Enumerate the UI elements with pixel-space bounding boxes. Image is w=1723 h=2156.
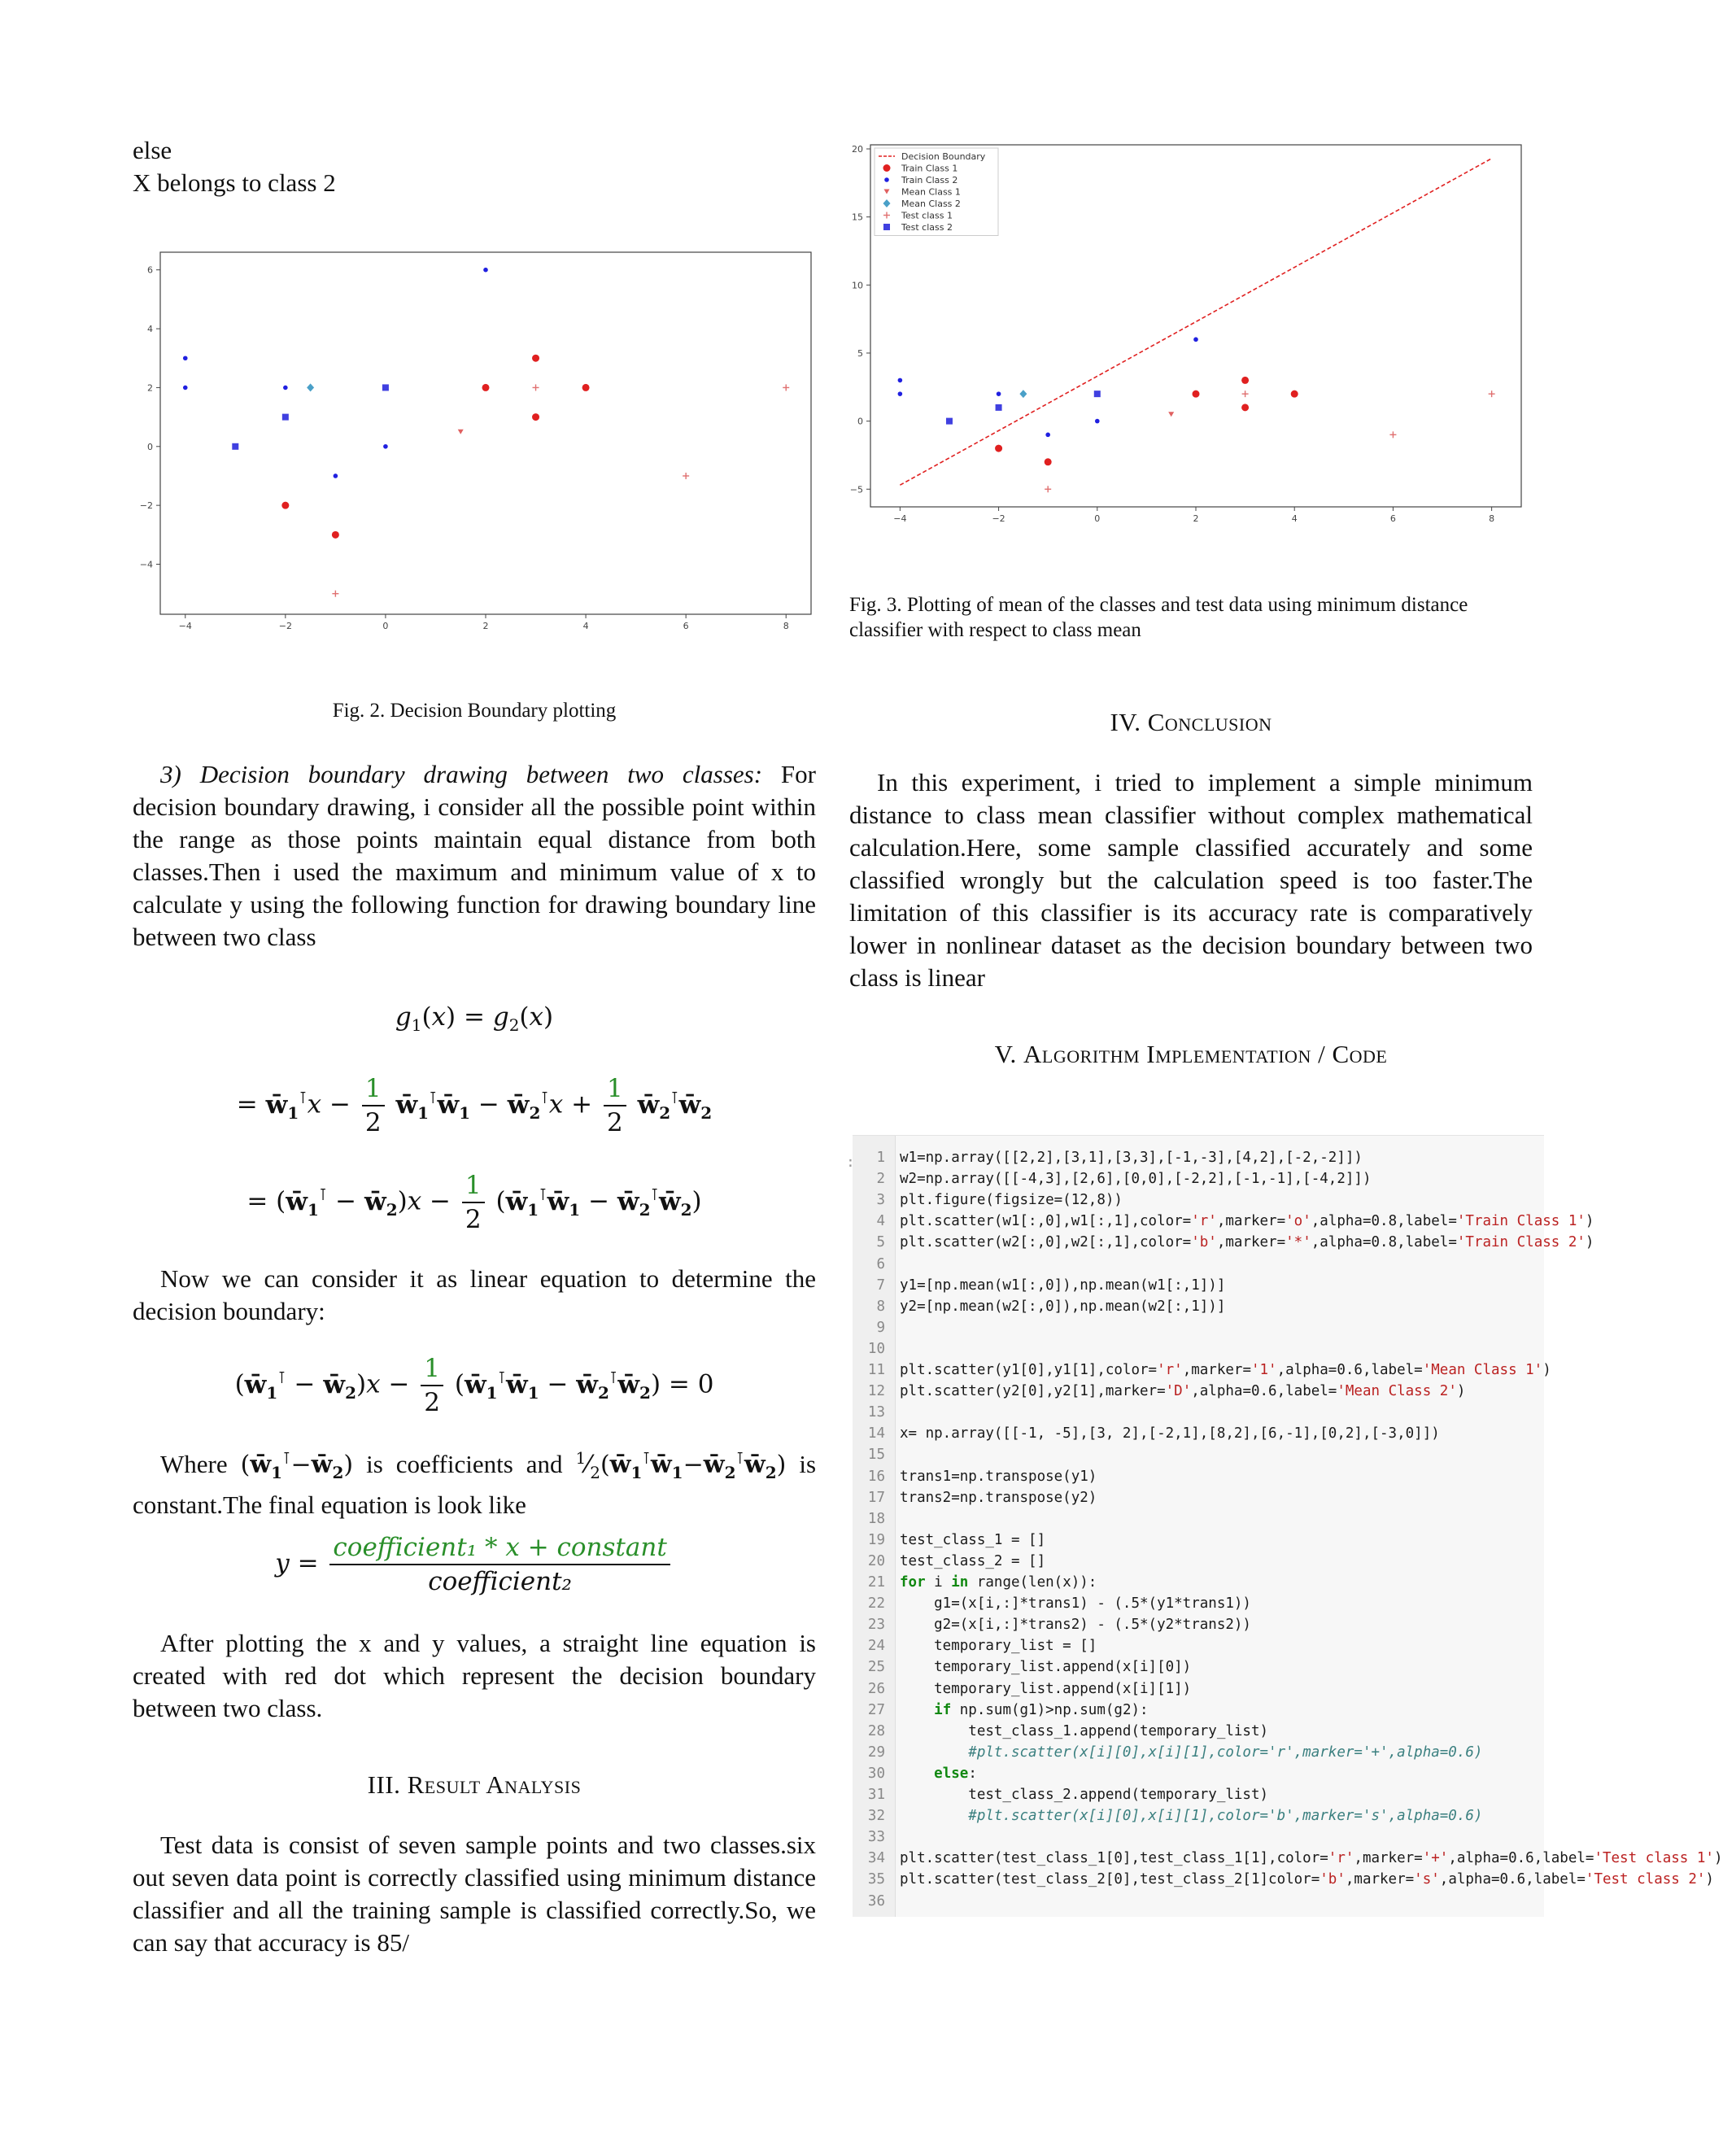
left-intro: [133, 134, 816, 199]
code-line: [864, 1487, 1097, 1508]
eq-y-denominator: coefficient₂: [428, 1567, 572, 1596]
code-line-number: 8: [876, 1298, 885, 1315]
data-point: [533, 384, 539, 391]
data-point: [898, 391, 903, 396]
data-point: [883, 164, 891, 172]
x-tick-label: −2: [278, 621, 292, 631]
section-4-text: In this experiment, i tried to implement a simple minimum distance to class mean classifier without complex mathematical calculation.Here, some sample classified accurately and some classified wrongly but the calculation speed is too faster.The limitation of this classifier is its accuracy rate is comparatively lower in nonlinear dataset as the decision boundary between two class is linear: [849, 768, 1533, 992]
x-tick-label: −4: [893, 513, 907, 524]
x-tick-label: −2: [992, 513, 1005, 524]
code-line-number: 20: [867, 1552, 885, 1569]
code-line: [864, 1826, 900, 1848]
code-line-text: plt.scatter(test_class_1[0],test_class_1[1],color='r',marker='+',alpha=0.6,label='Test class 1'): [900, 1850, 1723, 1867]
data-point: [1019, 390, 1027, 398]
data-point: [334, 474, 338, 478]
equation-grouped: = ($w̄_1^⊺$ − $w̄_2)x$ − $\frac{1}{2}$ ($w̄_1^⊺w̄_1$ − $w̄_2^⊺w̄_2$): [246, 1171, 702, 1234]
code-line-number: 5: [876, 1234, 885, 1251]
data-point: [683, 473, 689, 479]
y-tick-label: 6: [147, 264, 153, 276]
code-line-number: 23: [867, 1617, 885, 1634]
code-line-number: 34: [867, 1850, 885, 1867]
data-point: [1045, 458, 1052, 465]
code-line: [864, 1763, 977, 1784]
code-line-text: test_class_1.append(temporary_list): [900, 1722, 1269, 1739]
equation-y: [133, 1531, 816, 1598]
data-point: [482, 384, 490, 391]
subsection-3-body: For decision boundary drawing, i consider all the possible point within the range as those points maintain equal distance from both classes.Then i used the maximum and minimum value of x to calculate y using the following function for drawing boundary line between two class: [133, 760, 816, 951]
data-point: [946, 418, 953, 425]
code-line-text: test_class_1 = []: [900, 1531, 1046, 1548]
code-line-number: 7: [876, 1277, 885, 1294]
code-line-text: x= np.array([[-1, -5],[3, 2],[-2,1],[8,2],[6,-1],[0,2],[-3,0]]): [900, 1425, 1440, 1442]
code-line: [864, 1211, 1594, 1232]
code-line-text: plt.figure(figsize=(12,8)): [900, 1192, 1123, 1209]
data-point: [282, 414, 289, 421]
series-tri: [1168, 412, 1174, 417]
code-line-text: plt.scatter(test_class_2[0],test_class_2[1]color='b',marker='s',alpha=0.6,label='Test class 2'): [900, 1871, 1714, 1888]
series-tri: [458, 430, 464, 434]
code-line-text: #plt.scatter(x[i][0],x[i][1],color='r',marker='+',alpha=0.6): [900, 1744, 1483, 1761]
series-diamond: [1019, 390, 1027, 398]
y-tick-label: 10: [852, 280, 863, 291]
code-line-number: 13: [867, 1404, 885, 1421]
code-line-text: test_class_2.append(temporary_list): [900, 1787, 1269, 1803]
x-tick-label: 6: [683, 621, 689, 631]
y-tick-label: 0: [857, 416, 863, 427]
data-point: [1095, 419, 1100, 424]
y-tick-label: −4: [139, 559, 153, 570]
data-point: [332, 591, 338, 597]
legend-label: Mean Class 2: [901, 199, 961, 209]
code-line-text: w1=np.array([[2,2],[3,1],[3,3],[-1,-3],[4,2],[-2,-2]]): [900, 1150, 1363, 1166]
plot-frame: [160, 252, 811, 614]
y-tick-label: 4: [147, 324, 153, 335]
x-tick-label: 0: [382, 621, 389, 631]
data-point: [1389, 431, 1396, 438]
legend-label: Test class 2: [901, 222, 953, 233]
legend-swatch: [883, 224, 890, 230]
intro-line: else: [133, 136, 172, 164]
code-line: [864, 1656, 1191, 1678]
code-line-number: 1: [876, 1150, 885, 1166]
series-plus: [1045, 391, 1494, 492]
fig3-caption: Fig. 3. Plotting of mean of the classes and test data using minimum distance classifier with respect to class mean: [849, 594, 1468, 641]
code-line-number: 29: [867, 1744, 885, 1761]
code-line: [864, 1848, 1723, 1869]
code-line-text: plt.scatter(w2[:,0],w2[:,1],color='b',marker='*',alpha=0.8,label='Train Class 2'): [900, 1234, 1594, 1251]
code-line: [864, 1296, 1225, 1317]
code-line-number: 22: [867, 1595, 885, 1613]
subsection-3-title: 3) Decision boundary drawing between two classes:: [160, 760, 763, 788]
code-line: [864, 1784, 1268, 1805]
code-line: [864, 1189, 1123, 1211]
code-line: [864, 1423, 1440, 1444]
code-line-number: 12: [867, 1383, 885, 1400]
x-tick-label: 6: [1389, 513, 1396, 524]
code-line-number: 15: [867, 1447, 885, 1464]
data-point: [532, 355, 539, 362]
legend-label: Train Class 1: [901, 163, 958, 174]
data-point: [884, 177, 889, 182]
code-line-number: 3: [876, 1192, 885, 1209]
section-3-title: Result Analysis: [407, 1770, 582, 1799]
x-tick-label: 2: [482, 621, 489, 631]
code-line-number: 16: [867, 1468, 885, 1485]
y-tick-label: 2: [147, 382, 153, 394]
after-plot-text: After plotting the x and y values, a straight line equation is created with red dot which represent the decision boundary between two class.: [133, 1629, 816, 1722]
subsection-3: [133, 758, 816, 954]
code-line-number: 35: [867, 1871, 885, 1888]
data-point: [1193, 337, 1198, 342]
data-point: [232, 443, 238, 450]
data-point: [532, 413, 539, 421]
code-line: [864, 1508, 900, 1530]
section-3-heading: [133, 1770, 816, 1800]
code-line-number: 2: [876, 1171, 885, 1188]
series-square: [232, 384, 389, 449]
code-line: [864, 1402, 900, 1423]
code-line-number: 27: [867, 1701, 885, 1718]
x-tick-label: 4: [1291, 513, 1298, 524]
code-line: [864, 1466, 1097, 1487]
code-line-text: g2=(x[i,:]*trans2) - (.5*(y2*trans2)): [900, 1617, 1251, 1634]
code-line-text: trans1=np.transpose(y1): [900, 1468, 1097, 1485]
y-tick-label: 0: [147, 441, 153, 452]
section-3-text: Test data is consist of seven sample points and two classes.six out seven data point is correctly classified using minimum distance classifier and all the training sample is classified correctly.So, we can say that accuracy is 85/: [133, 1831, 816, 1957]
after-plot-paragraph: [133, 1627, 816, 1725]
code-line-number: 25: [867, 1659, 885, 1676]
code-line-number: 14: [867, 1425, 885, 1442]
section-4-body: [849, 766, 1533, 994]
section-5-heading: [849, 1040, 1533, 1069]
data-point: [898, 378, 903, 383]
code-line: [864, 1381, 1465, 1402]
code-line: [864, 1593, 1251, 1614]
code-line: [864, 1360, 1551, 1381]
code-line-text: temporary_list = []: [900, 1638, 1097, 1655]
x-tick-label: −4: [178, 621, 192, 631]
code-line-number: 28: [867, 1722, 885, 1739]
section-4-heading: [849, 708, 1533, 737]
x-tick-label: 8: [1489, 513, 1495, 524]
code-line-number: 4: [876, 1213, 885, 1230]
section-4-title: Conclusion: [1147, 708, 1272, 736]
code-line-text: test_class_2 = []: [900, 1552, 1046, 1569]
code-line-text: if np.sum(g1)>np.sum(g2):: [934, 1701, 1149, 1718]
code-line: [864, 1254, 900, 1275]
linear-paragraph: [133, 1263, 816, 1328]
code-line: [864, 1232, 1594, 1253]
data-point: [1045, 486, 1051, 492]
equation-g1-g2: $g_1(x) = g_2(x)$: [395, 1002, 554, 1036]
code-line-number: 31: [867, 1787, 885, 1803]
code-line: [864, 1805, 1482, 1826]
y-tick-label: 5: [857, 347, 863, 359]
section-4-number: IV.: [1110, 708, 1141, 736]
code-lines: [864, 1147, 1723, 1912]
code-line: [864, 1168, 1371, 1189]
code-line-number: 6: [876, 1255, 885, 1272]
code-line: [864, 1869, 1714, 1890]
fig2-caption: Fig. 2. Decision Boundary plotting: [332, 700, 617, 722]
code-line-text: w2=np.array([[-4,3],[2,6],[0,0],[-2,2],[-1,-1],[-4,2]]): [900, 1171, 1372, 1188]
data-point: [332, 531, 339, 539]
y-tick-label: −2: [139, 500, 153, 512]
code-line-text: plt.scatter(y1[0],y1[1],color='r',marker='1',alpha=0.6,label='Mean Class 1'): [900, 1362, 1551, 1378]
data-point: [281, 502, 289, 509]
section-5-title: Algorithm Implementation / Code: [1023, 1040, 1388, 1068]
section-3-number: III.: [367, 1770, 401, 1799]
eq-y-numerator: coefficient₁ * x + constant: [329, 1531, 670, 1565]
code-line: [864, 1275, 1225, 1296]
data-point: [1241, 377, 1249, 384]
series-circle: [995, 377, 1298, 465]
series-dot: [898, 337, 1198, 437]
code-line-text: else:: [934, 1765, 977, 1782]
code-line-number: 10: [867, 1340, 885, 1357]
y-tick-label: 15: [852, 212, 863, 223]
code-line: [864, 1572, 1097, 1593]
legend-swatch: [883, 164, 891, 172]
where-text-a: Where: [160, 1450, 228, 1478]
legend-label: Test class 1: [901, 210, 953, 221]
code-line-number: 17: [867, 1489, 885, 1506]
code-line-text: plt.scatter(y2[0],y2[1],marker='D',alpha=0.6,label='Mean Class 2'): [900, 1383, 1466, 1400]
code-line-number: 21: [867, 1574, 885, 1591]
code-line-number: 11: [867, 1362, 885, 1378]
x-tick-label: 0: [1094, 513, 1101, 524]
code-line-text: #plt.scatter(x[i][0],x[i][1],color='b',marker='s',alpha=0.6): [900, 1808, 1483, 1825]
equation-boundary: ($w̄_1^⊺$ − $w̄_2)x$ − $\frac{1}{2}$ ($w̄_1^⊺w̄_1$ − $w̄_2^⊺w̄_2) = 0$: [234, 1354, 714, 1417]
data-point: [183, 356, 188, 360]
data-point: [307, 383, 314, 391]
linear-text: Now we can consider it as linear equation to determine the decision boundary:: [133, 1264, 816, 1325]
data-point: [997, 391, 1001, 396]
series-dot: [183, 268, 488, 478]
data-point: [1242, 391, 1249, 397]
code-line-number: 32: [867, 1808, 885, 1825]
equation-expanded: = $w̄_1^⊺x$ − $\frac{1}{2}$ $w̄_1^⊺w̄_1$ − $w̄_2^⊺x$ + $\frac{1}{2}$ $w̄_2^⊺w̄_2$: [236, 1074, 713, 1137]
code-line-text: y2=[np.mean(w2[:,0]),np.mean(w2[:,1])]: [900, 1298, 1226, 1315]
code-line-number: 19: [867, 1531, 885, 1548]
data-point: [382, 384, 389, 391]
code-line-number: 33: [867, 1829, 885, 1846]
data-point: [1291, 391, 1298, 398]
code-line-text: for i in range(len(x)):: [900, 1574, 1097, 1591]
code-line-text: trans2=np.transpose(y2): [900, 1489, 1097, 1506]
data-point: [1193, 391, 1200, 398]
data-point: [582, 384, 590, 391]
data-point: [283, 386, 288, 391]
series-diamond: [307, 383, 314, 391]
legend-label: Decision Boundary: [901, 151, 986, 162]
code-line: [864, 1891, 900, 1912]
data-point: [883, 224, 890, 230]
code-line: [864, 1721, 1268, 1742]
code-line: [864, 1147, 1363, 1168]
series-plus: [332, 384, 789, 596]
y-tick-label: 20: [852, 144, 863, 155]
data-point: [1168, 412, 1174, 417]
code-line: [864, 1635, 1097, 1656]
figure-3-scatter: [846, 138, 1529, 529]
x-tick-label: 2: [1193, 513, 1199, 524]
data-point: [783, 384, 789, 391]
data-point: [996, 404, 1002, 411]
figure-2-scatter: [126, 244, 826, 643]
code-line: [864, 1614, 1251, 1635]
series-circle: [281, 355, 589, 539]
data-point: [483, 268, 488, 273]
where-paragraph: Where $(w̄_1^⊺-w̄_2)$ is coefficients and $^1⁄_2(w̄_1^⊺w̄_1-w̄_2^⊺w̄_2)$ is constant.The final equation is look like: [133, 1448, 817, 1519]
y-tick-label: −5: [849, 484, 863, 495]
legend-swatch: [884, 177, 889, 182]
data-point: [458, 430, 464, 434]
code-line: [864, 1317, 900, 1338]
legend-label: Mean Class 1: [901, 186, 961, 198]
x-tick-label: 4: [582, 621, 589, 631]
data-point: [383, 444, 388, 449]
code-block: [846, 1135, 1723, 1917]
code-line: [864, 1444, 900, 1465]
section-3-body: [133, 1829, 816, 1959]
cell-prompt-marker: :: [846, 1154, 855, 1171]
x-tick-label: 8: [783, 621, 789, 631]
where-text-b: is coefficients and: [366, 1450, 563, 1478]
code-line: [864, 1338, 900, 1360]
code-line: [864, 1742, 1482, 1763]
data-point: [1489, 391, 1495, 397]
code-line: [864, 1530, 1045, 1551]
code-line: [864, 1700, 1149, 1721]
code-line-number: 24: [867, 1638, 885, 1655]
code-line-text: y1=[np.mean(w1[:,0]),np.mean(w1[:,1])]: [900, 1277, 1226, 1294]
where-text-c: is constant.The final equation is look like: [133, 1450, 817, 1519]
data-point: [183, 386, 188, 391]
code-line-text: plt.scatter(w1[:,0],w1[:,1],color='r',marker='o',alpha=0.8,label='Train Class 1'): [900, 1213, 1594, 1230]
code-line-number: 18: [867, 1510, 885, 1527]
section-5-number: V.: [994, 1040, 1017, 1068]
code-line: [864, 1551, 1045, 1572]
eq-y-lhs: y =: [275, 1548, 319, 1578]
code-line-number: 26: [867, 1680, 885, 1697]
data-point: [1094, 391, 1101, 397]
data-point: [1045, 433, 1050, 438]
code-line-text: temporary_list.append(x[i][1]): [900, 1680, 1192, 1697]
code-line: [864, 1678, 1191, 1700]
data-point: [1241, 404, 1249, 411]
code-line-text: temporary_list.append(x[i][0]): [900, 1659, 1192, 1676]
code-line-number: 36: [867, 1892, 885, 1909]
code-line-number: 9: [876, 1319, 885, 1336]
legend-label: Train Class 2: [901, 175, 958, 185]
code-line-number: 30: [867, 1765, 885, 1782]
code-line-text: g1=(x[i,:]*trans1) - (.5*(y1*trans1)): [900, 1595, 1251, 1613]
data-point: [995, 445, 1002, 452]
intro-line: X belongs to class 2: [133, 168, 336, 197]
